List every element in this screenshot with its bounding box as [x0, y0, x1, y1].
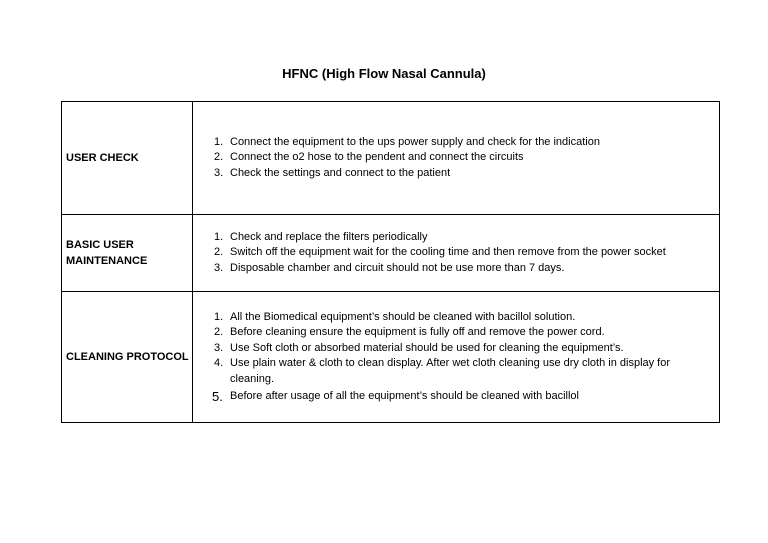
- table-row-basic-user-maintenance: [62, 215, 720, 292]
- list-number: 2.: [214, 326, 224, 338]
- list-item: [197, 245, 717, 261]
- list-number: 3.: [214, 261, 224, 274]
- list-number: 1.: [214, 230, 224, 243]
- list-item: [197, 166, 717, 182]
- list-item: [197, 341, 717, 357]
- table-row-cleaning-protocol: [62, 292, 720, 423]
- list-item: [197, 356, 717, 387]
- list-item-text: Connect the equipment to the ups power supply and check for the indication: [230, 135, 600, 148]
- list-item-text: Use Soft cloth or absorbed material should be used for cleaning the equipment’s.: [230, 341, 624, 354]
- list-item: [197, 310, 717, 326]
- user-check-steps: [197, 135, 717, 182]
- document-title: HFNC (High Flow Nasal Cannula): [282, 66, 486, 81]
- list-item-text: Switch off the equipment wait for the cooling time and then remove from the power socket: [230, 246, 666, 259]
- maintenance-steps: [197, 230, 717, 277]
- list-item-text: Connect the o2 hose to the pendent and connect the circuits: [230, 151, 524, 164]
- table-row-user-check: [62, 102, 720, 215]
- list-item: [197, 261, 717, 277]
- cleaning-steps: [197, 310, 717, 405]
- list-number: 4.: [214, 357, 224, 369]
- row-label-basic-user-maintenance: BASIC USER MAINTENANCE: [62, 215, 193, 292]
- list-item: [197, 135, 717, 151]
- list-number: 1.: [214, 310, 224, 323]
- procedure-table: [61, 101, 720, 423]
- list-number: 5.: [212, 389, 223, 404]
- row-label-cleaning-protocol: CLEANING PROTOCOL: [62, 292, 193, 423]
- list-number: 1.: [214, 135, 224, 148]
- list-item-text: Check the settings and connect to the patient: [230, 166, 451, 179]
- row-content-user-check: [193, 102, 720, 215]
- row-content-basic-user-maintenance: [193, 215, 720, 292]
- list-number: 3.: [214, 166, 224, 179]
- list-item-text: Before after usage of all the equipment’s should be cleaned with bacillol: [230, 390, 579, 402]
- list-item: [197, 325, 717, 341]
- list-item-text: Check and replace the filters periodically: [230, 230, 428, 243]
- list-number: 2.: [214, 151, 224, 164]
- row-label-user-check: USER CHECK: [62, 102, 193, 215]
- row-content-cleaning-protocol: [193, 292, 720, 423]
- list-item-text: Use plain water & cloth to clean display. After wet cloth cleaning use dry cloth in display for cleaning.: [230, 357, 671, 385]
- list-item: [197, 389, 717, 405]
- list-item: [197, 230, 717, 246]
- list-item-text: All the Biomedical equipment’s should be cleaned with bacillol solution.: [230, 310, 576, 323]
- list-number: 2.: [214, 246, 224, 259]
- list-item-text: Before cleaning ensure the equipment is fully off and remove the power cord.: [230, 326, 605, 338]
- list-number: 3.: [214, 341, 224, 354]
- list-item-text: Disposable chamber and circuit should not be use more than 7 days.: [230, 261, 565, 274]
- list-item: [197, 150, 717, 166]
